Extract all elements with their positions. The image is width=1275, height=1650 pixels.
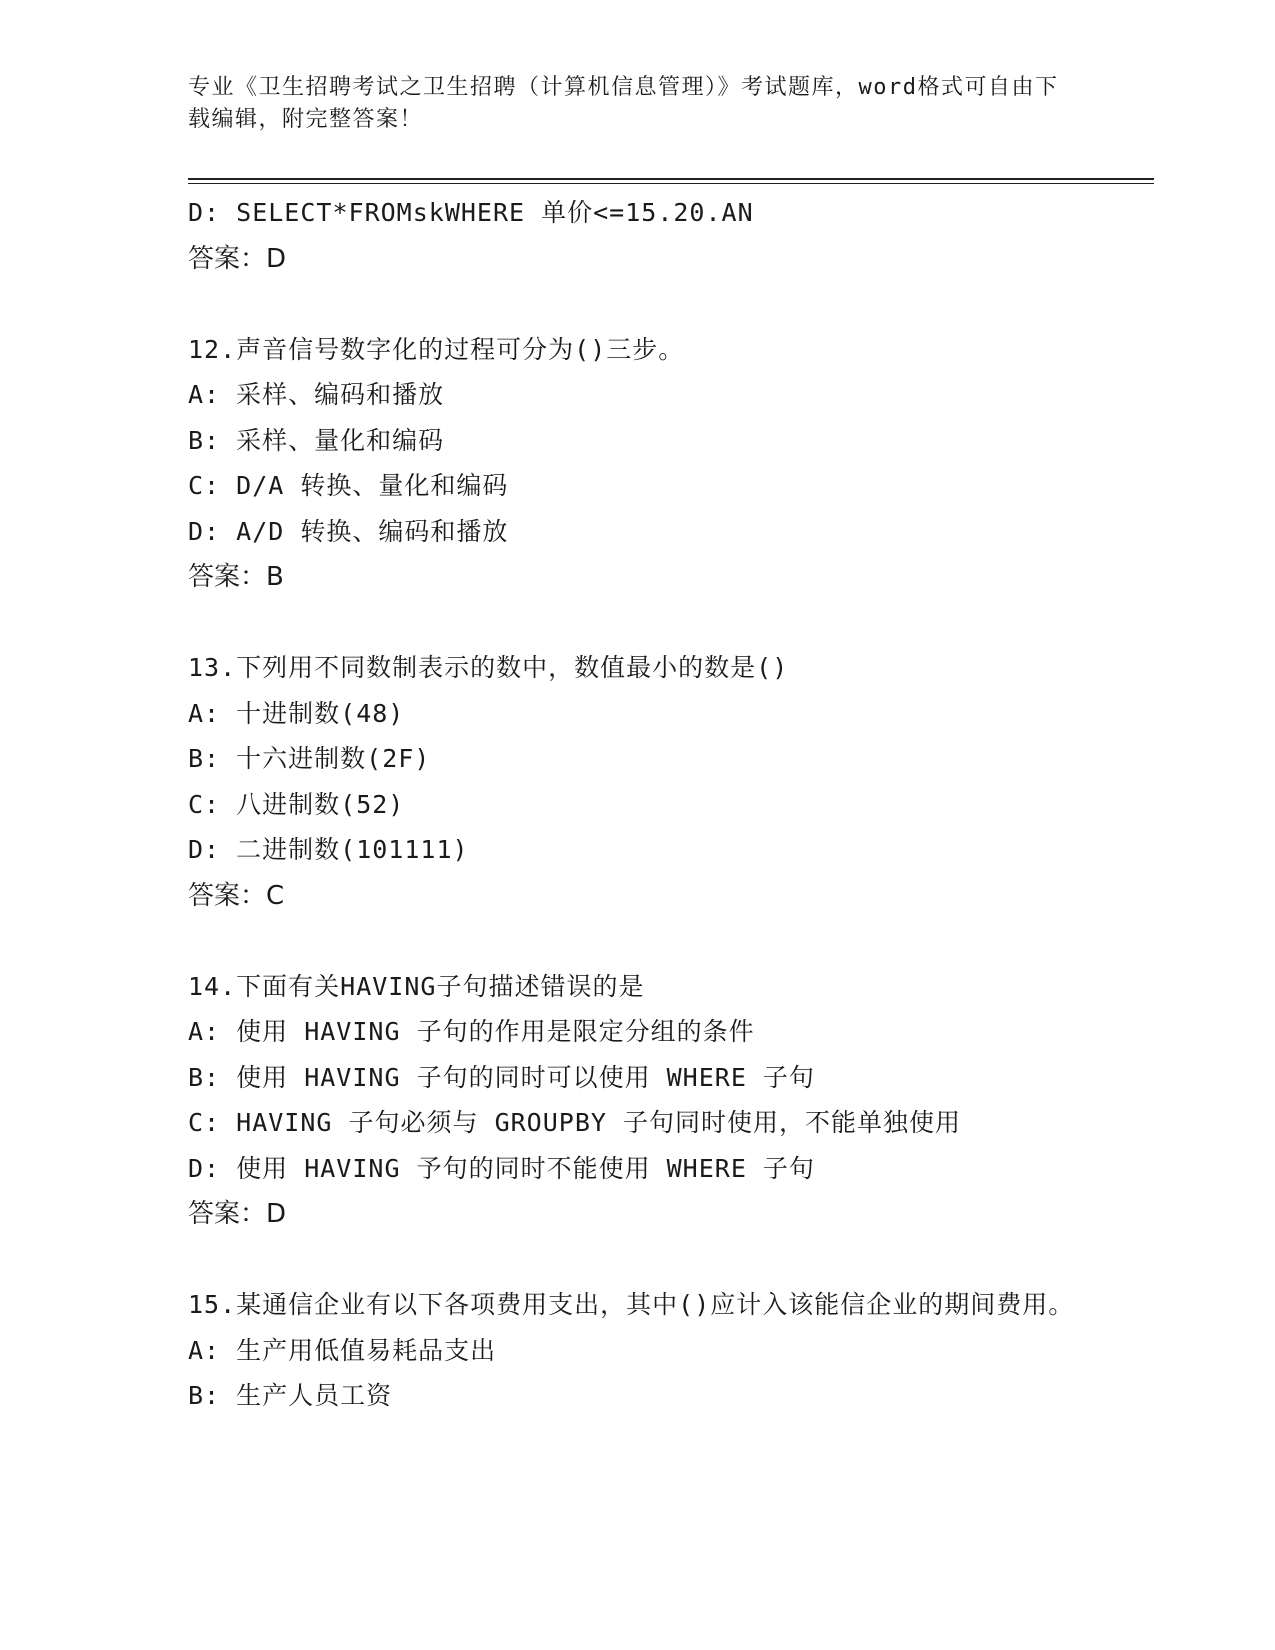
option-b: B: 使用 HAVING 子句的同时可以使用 WHERE 子句 [188, 1062, 815, 1092]
question-text: 12.声音信号数字化的过程可分为()三步。 [188, 334, 685, 364]
question-list [188, 190, 1148, 1419]
option-c: C: HAVING 子句必须与 GROUPBY 子句同时使用，不能单独使用 [188, 1108, 961, 1137]
answer-line: 答案：C [188, 880, 285, 911]
answer-line: 答案：D [188, 243, 287, 274]
header-divider [188, 178, 1154, 180]
option-c: C: D/A 转换、量化和编码 [188, 471, 509, 500]
option-d: D: A/D 转换、编码和播放 [188, 516, 509, 546]
option-b: B: 生产人员工资 [188, 1381, 393, 1410]
question-block [188, 964, 1148, 1238]
option-a: A: 使用 HAVING 子句的作用是限定分组的条件 [188, 1017, 755, 1046]
option-d: D: 二进制数(101111) [188, 835, 469, 864]
question-block [188, 645, 1148, 919]
option-d: D: SELECT*FROMskWHERE 单价<=15.20.AN [188, 198, 754, 227]
question-block [188, 1282, 1148, 1419]
answer-line: 答案：D [188, 1199, 287, 1229]
option-a: A: 采样、编码和播放 [188, 380, 445, 409]
question-text: 13.下列用不同数制表示的数中，数值最小的数是() [188, 653, 789, 682]
option-b: B: 采样、量化和编码 [188, 425, 445, 455]
document-header: 专业《卫生招聘考试之卫生招聘（计算机信息管理）》考试题库，word格式可自由下载编辑，附完整答案！ [188, 75, 1059, 132]
answer-line: 答案：B [188, 562, 284, 592]
question-block [188, 190, 1148, 282]
header-divider-thin [188, 183, 1154, 184]
option-a: A: 十进制数(48) [188, 698, 405, 728]
option-b: B: 十六进制数(2F) [188, 744, 431, 773]
option-d: D: 使用 HAVING 予句的同时不能使用 WHERE 子句 [188, 1153, 815, 1183]
question-block [188, 327, 1148, 601]
question-text: 14.下面有关HAVING子句描述错误的是 [188, 971, 645, 1001]
option-c: C: 八进制数(52) [188, 789, 405, 819]
question-text: 15.某通信企业有以下各项费用支出，其中()应计入该能信企业的期间费用。 [188, 1290, 1075, 1319]
option-a: A: 生产用低值易耗品支出 [188, 1335, 497, 1365]
